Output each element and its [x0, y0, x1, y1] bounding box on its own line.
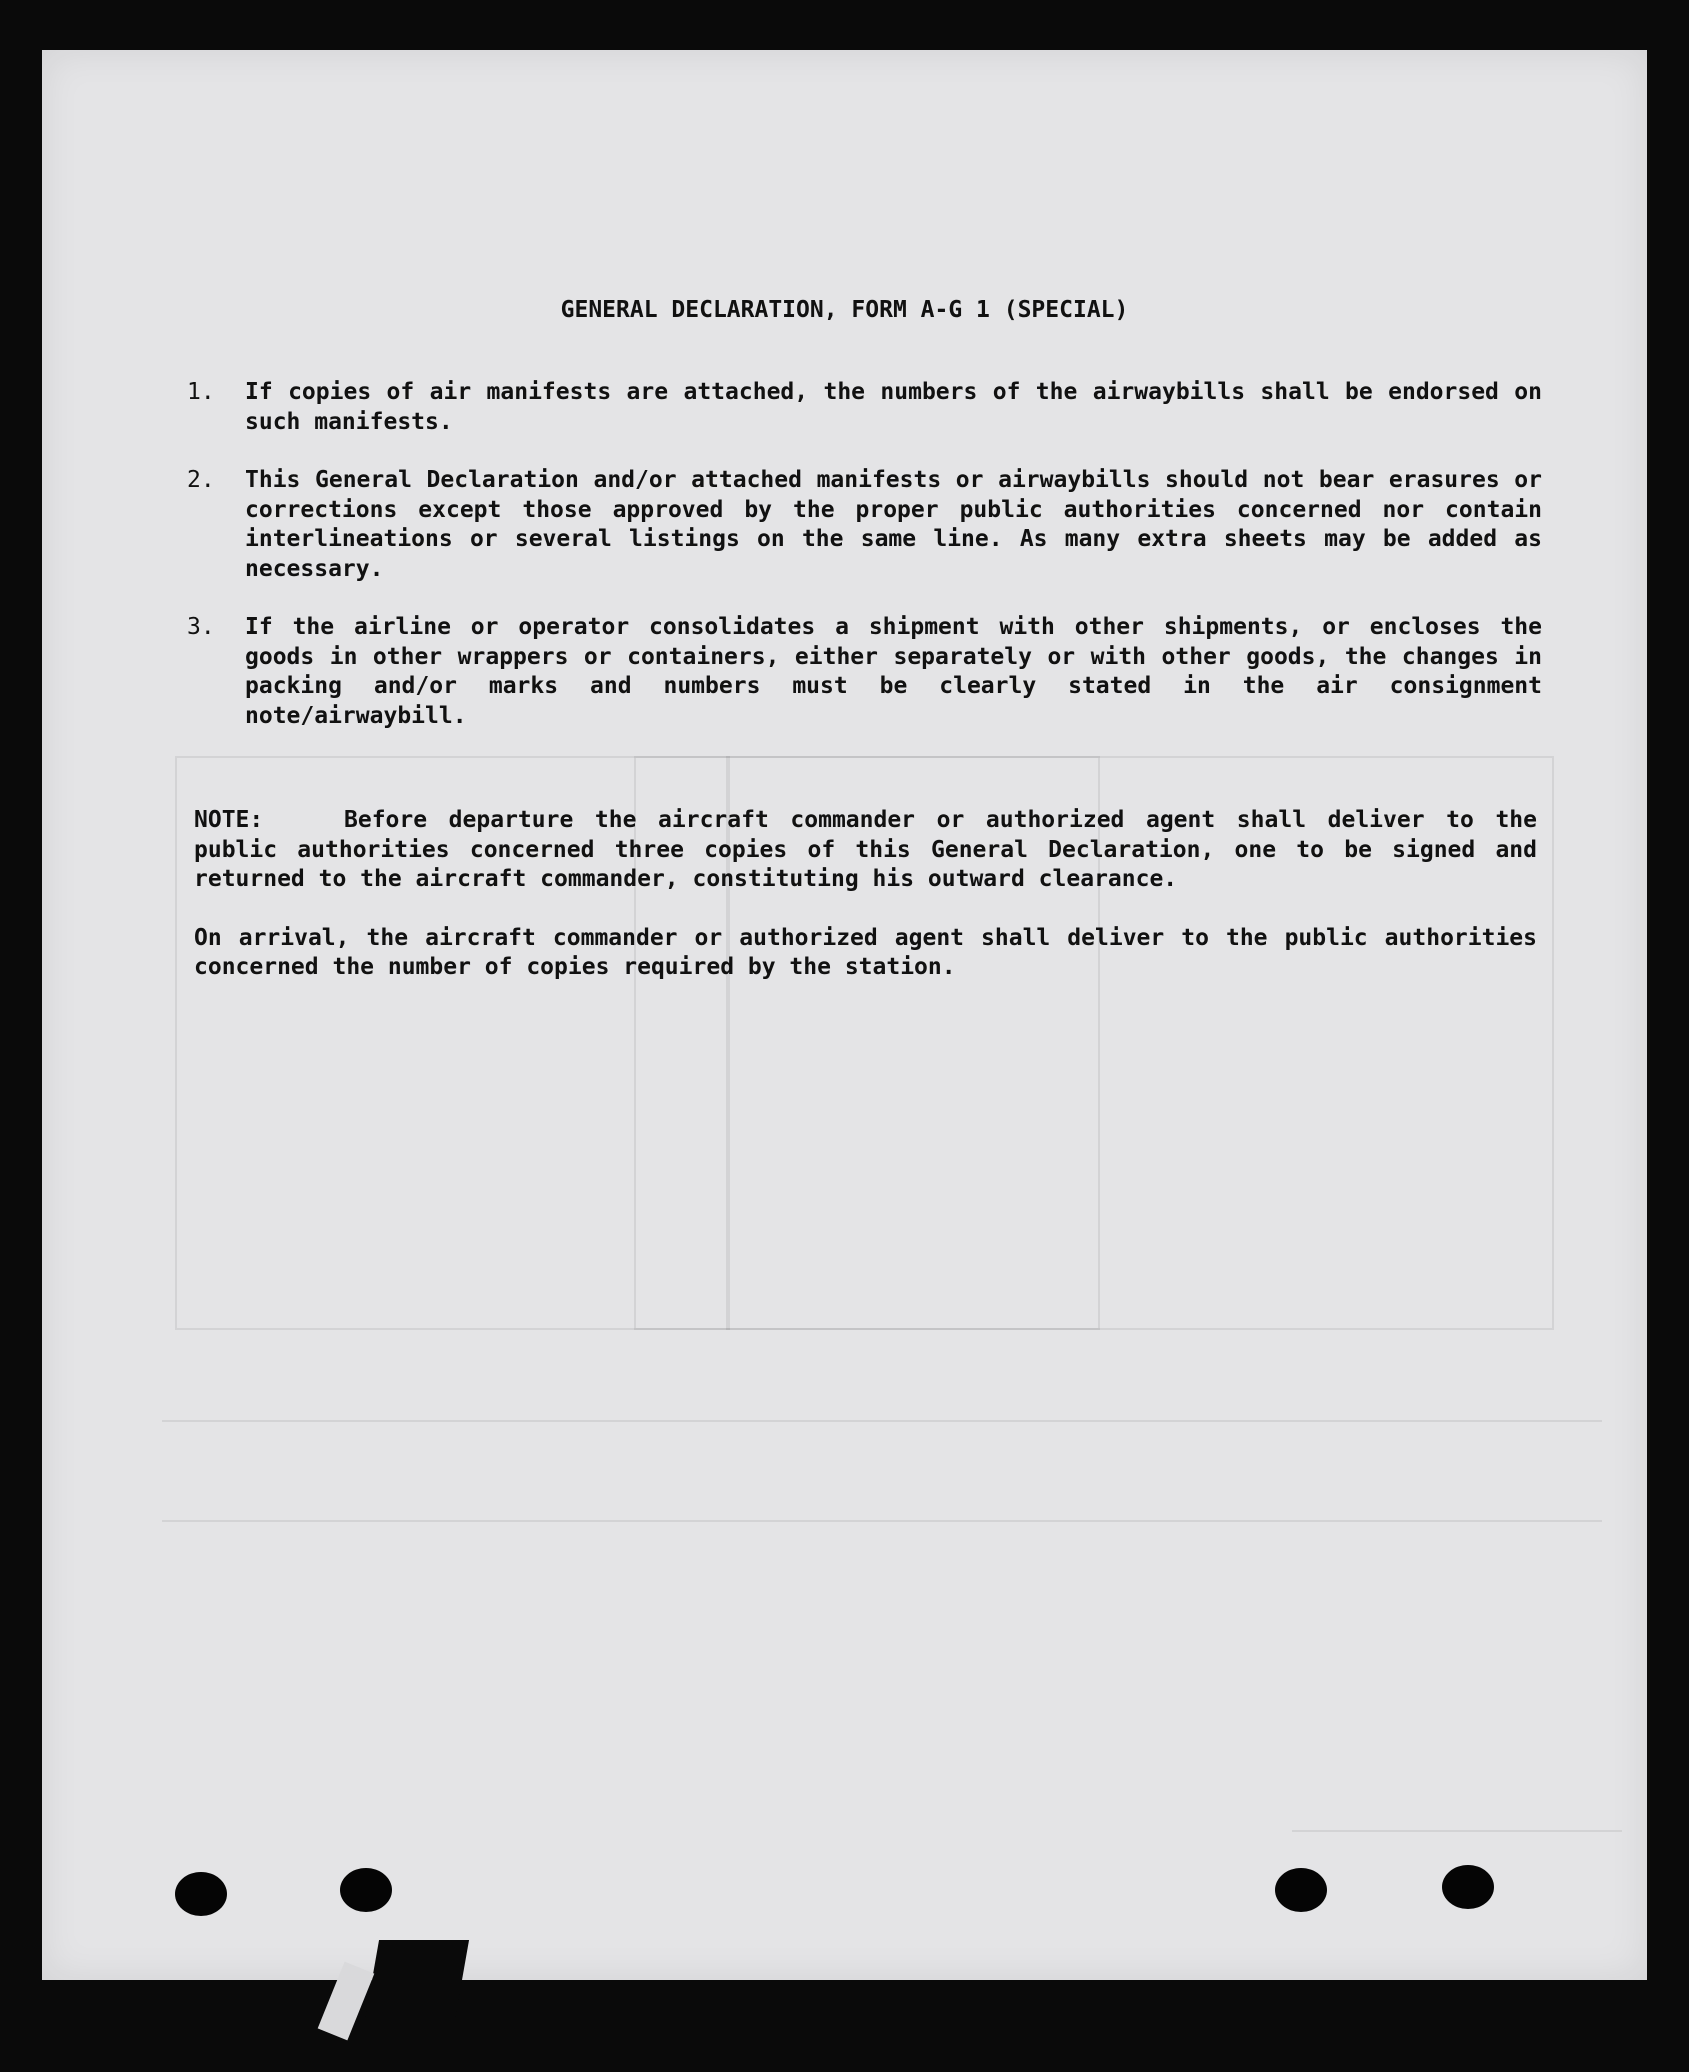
- instruction-list: [187, 378, 1542, 760]
- item-text: This General Declaration and/or attached manifests or airwaybills should not bear erasures or corrections except those approved by the proper public authorities concerned nor contain interlineations or several listings on the same line. As many extra sheets may be added as necessary.: [245, 467, 1542, 582]
- bleed-through-rule: [1292, 1830, 1622, 1832]
- note-departure-paragraph: [194, 806, 1537, 895]
- bleed-through-rule: [162, 1520, 1602, 1522]
- item-number: 2.: [187, 467, 215, 493]
- bleed-through-rule: [162, 1420, 1602, 1422]
- note-arrival-text: On arrival, the aircraft commander or authorized agent shall deliver to the public authorities concerned the number of copies required by the station.: [194, 924, 1537, 980]
- note-label: NOTE:: [194, 807, 264, 833]
- note-arrival-paragraph: [194, 924, 1537, 983]
- punch-hole: [1442, 1865, 1494, 1909]
- item-number: 3.: [187, 614, 215, 640]
- paper-sheet: [42, 50, 1647, 1980]
- punch-hole: [340, 1868, 392, 1912]
- item-number: 1.: [187, 379, 215, 405]
- punch-hole: [175, 1872, 227, 1916]
- list-item: [187, 466, 1542, 584]
- note-departure-text: Before departure the aircraft commander or authorized agent shall deliver to the public authorities concerned three copies of this General Declaration, one to be signed and returned to the aircraft commander, constituting his outward clearance.: [194, 807, 1537, 892]
- page-title: GENERAL DECLARATION, FORM A-G 1 (SPECIAL): [560, 297, 1129, 324]
- list-item: [187, 613, 1542, 731]
- item-text: If the airline or operator consolidates a shipment with other shipments, or encloses the goods in other wrappers or containers, either separately or with other goods, the changes in packing and/or marks and numbers must be clearly stated in the air consignment note/airwaybill.: [245, 614, 1542, 729]
- item-text: If copies of air manifests are attached, the numbers of the airwaybills shall be endorsed on such manifests.: [245, 379, 1542, 435]
- note-section: [194, 806, 1537, 1012]
- punch-hole: [1275, 1868, 1327, 1912]
- torn-tab-shadow: [365, 1940, 469, 2020]
- list-item: [187, 378, 1542, 437]
